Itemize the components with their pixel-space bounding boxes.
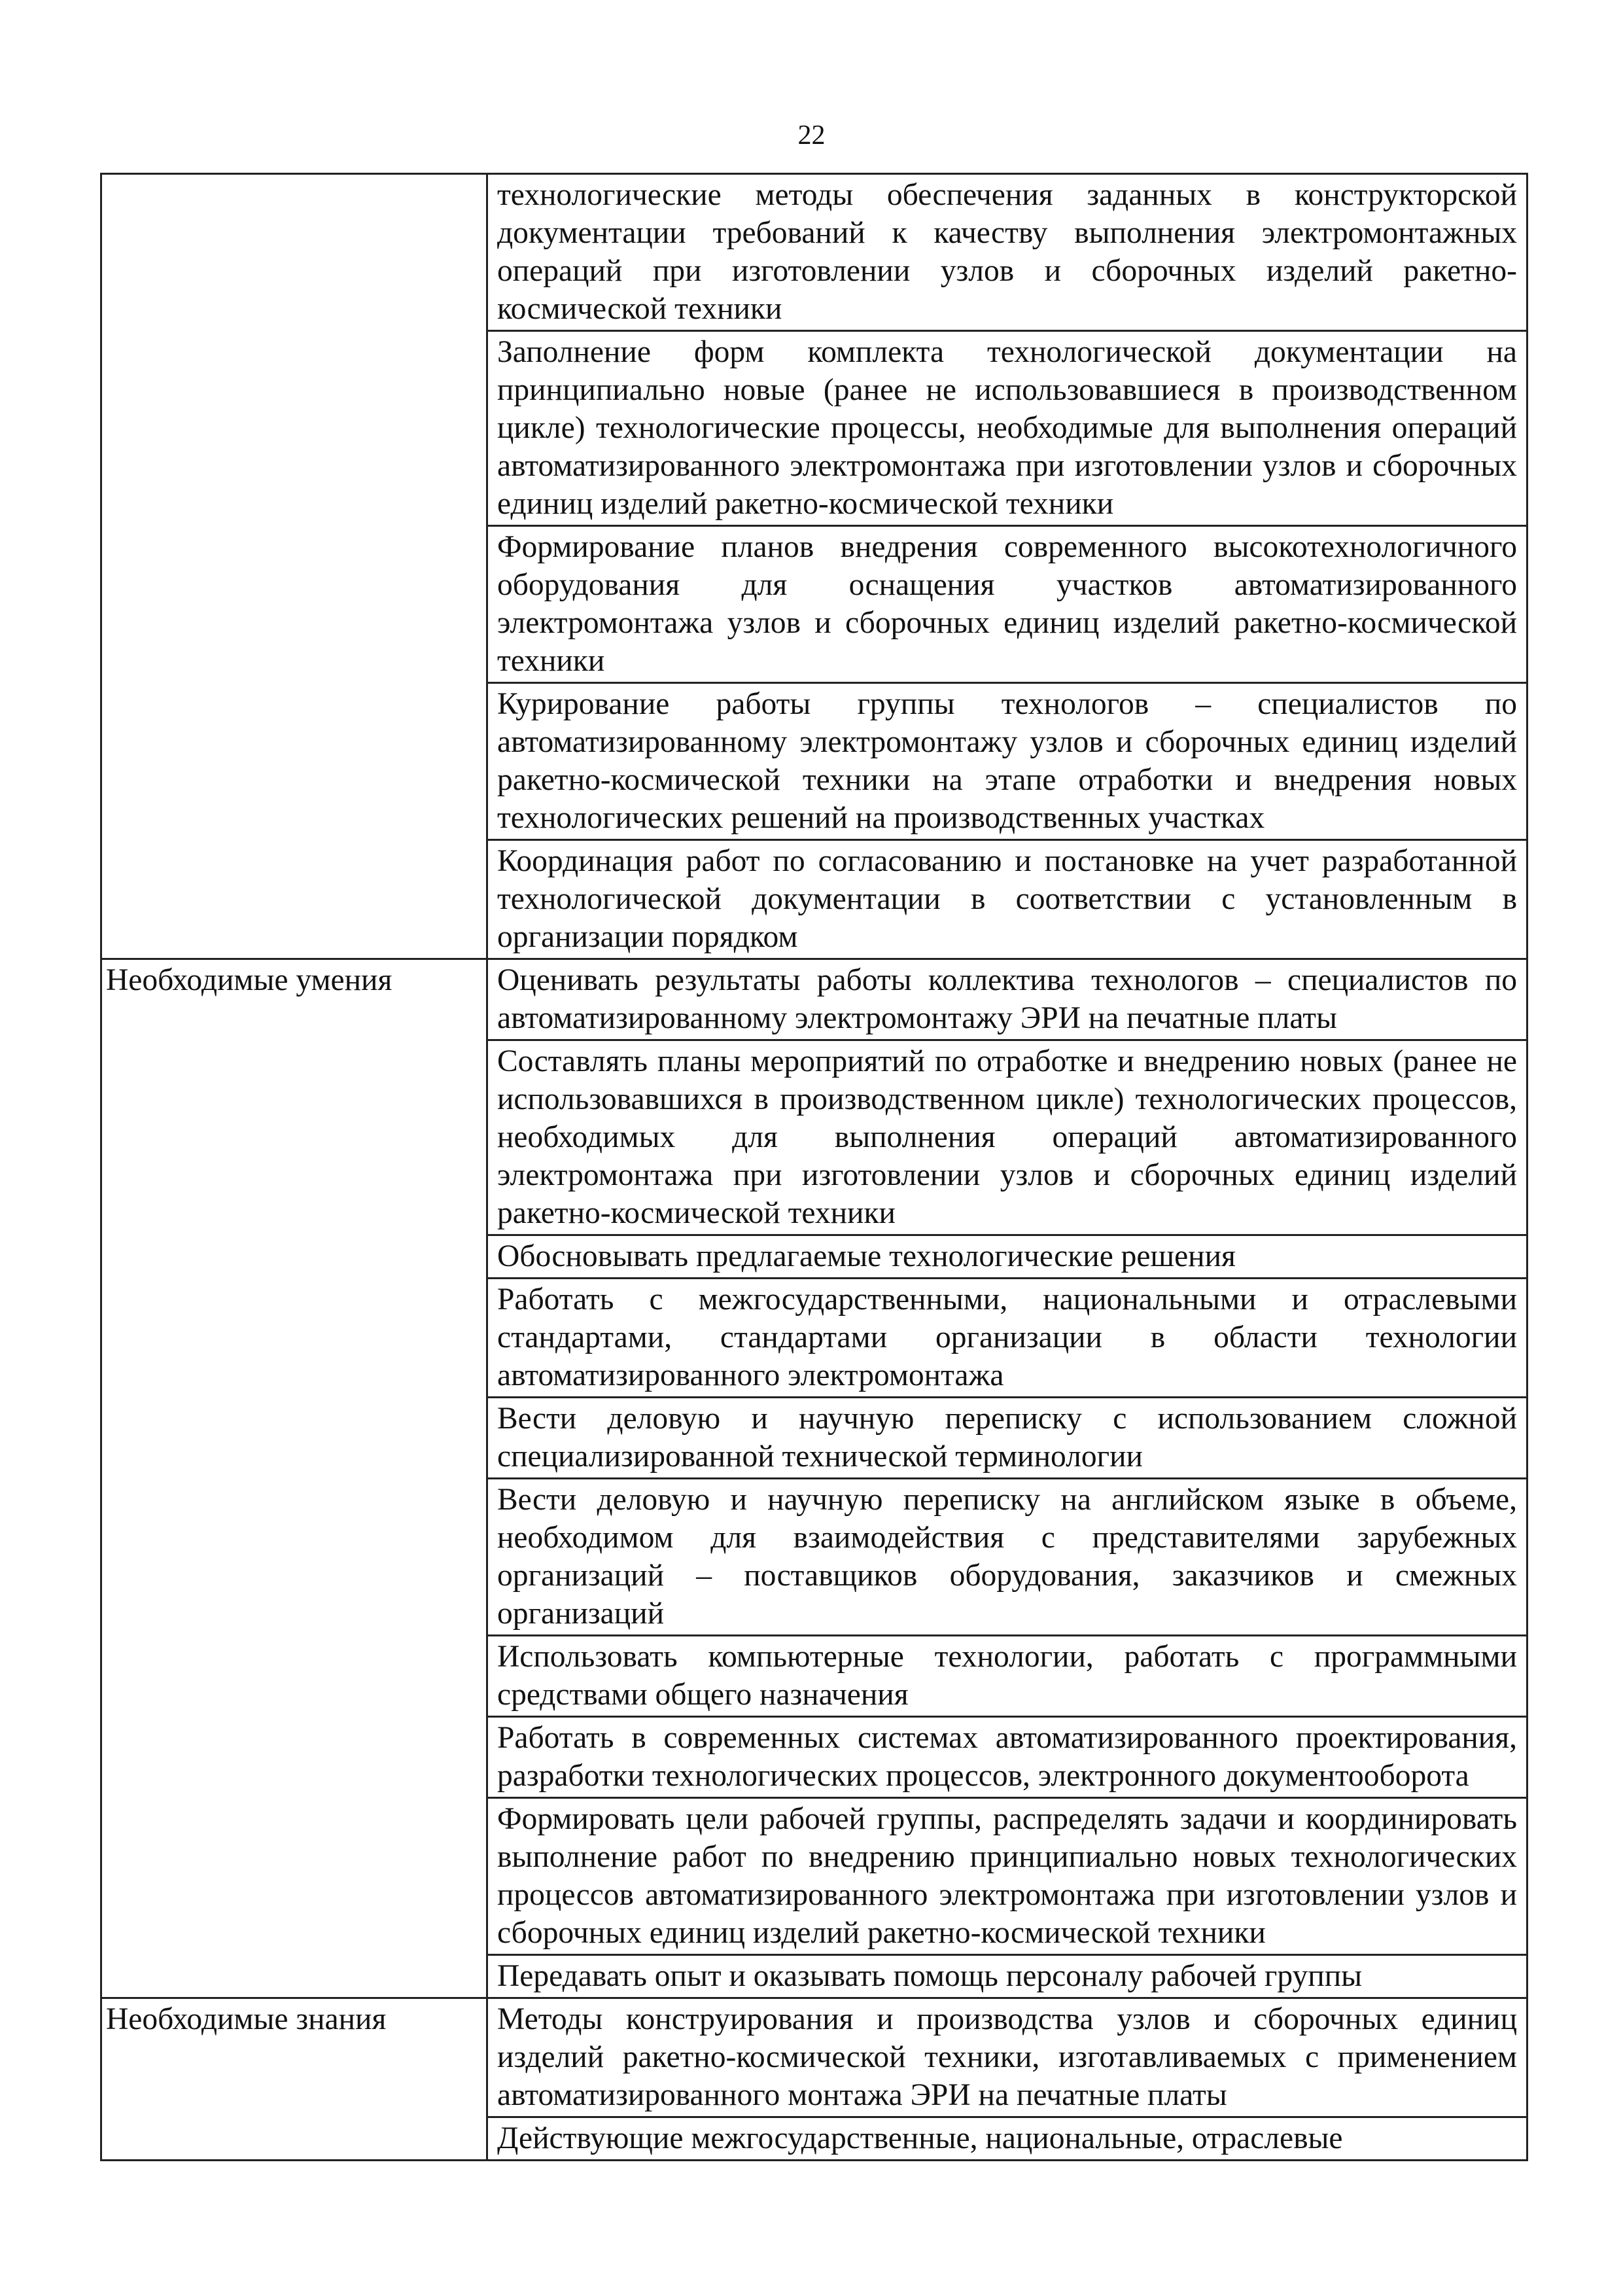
page-number: 22: [797, 120, 826, 150]
competency-table: [100, 173, 1528, 2161]
section-label-knowledge: Необходимые знания: [101, 1998, 487, 2161]
action-item: технологические методы обеспечения заданных в конструкторской документации требований к качеству выполнения электромонтажных операций при изготовлении узлов и сборочных изделий ракетно-космической техники: [487, 174, 1527, 331]
knowledge-item: Действующие межгосударственные, национальные, отраслевые: [487, 2117, 1527, 2161]
table-row: [101, 1998, 1527, 2117]
skill-item: Вести деловую и научную переписку на английском языке в объеме, необходимом для взаимодействия с представителями зарубежных организаций – поставщиков оборудования, заказчиков и смежных организаций: [487, 1479, 1527, 1636]
skill-item: Использовать компьютерные технологии, работать с программными средствами общего назначения: [487, 1636, 1527, 1717]
section-label-skills: Необходимые умения: [101, 959, 487, 1998]
knowledge-item: Методы конструирования и производства узлов и сборочных единиц изделий ракетно-космической техники, изготавливаемых с применением автоматизированного монтажа ЭРИ на печатные платы: [487, 1998, 1527, 2117]
action-item: Курирование работы группы технологов – специалистов по автоматизированному электромонтажу узлов и сборочных единиц изделий ракетно-космической техники на этапе отработки и внедрения новых технологических решений на производственных участках: [487, 683, 1527, 840]
skill-item: Вести деловую и научную переписку с использованием сложной специализированной технической терминологии: [487, 1398, 1527, 1479]
skill-item: Оценивать результаты работы коллектива технологов – специалистов по автоматизированному электромонтажу ЭРИ на печатные платы: [487, 959, 1527, 1040]
skill-item: Работать в современных системах автоматизированного проектирования, разработки технологических процессов, электронного документооборота: [487, 1717, 1527, 1798]
section-label-actions: [101, 174, 487, 959]
action-item: Формирование планов внедрения современного высокотехнологичного оборудования для оснащения участков автоматизированного электромонтажа узлов и сборочных единиц изделий ракетно-космической техники: [487, 526, 1527, 683]
table-row: [101, 174, 1527, 331]
table-row: [101, 959, 1527, 1040]
skill-item: Обосновывать предлагаемые технологические решения: [487, 1235, 1527, 1279]
skill-item: Составлять планы мероприятий по отработке и внедрению новых (ранее не использовавшихся в производственном цикле) технологических процессов, необходимых для выполнения операций автоматизированного электромонтажа при изготовлении узлов и сборочных единиц изделий ракетно-космической техники: [487, 1040, 1527, 1235]
skill-item: Передавать опыт и оказывать помощь персоналу рабочей группы: [487, 1955, 1527, 1998]
action-item: Координация работ по согласованию и постановке на учет разработанной технологической документации в соответствии с установленным в организации порядком: [487, 840, 1527, 959]
action-item: Заполнение форм комплекта технологической документации на принципиально новые (ранее не использовавшиеся в производственном цикле) технологические процессы, необходимые для выполнения операций автоматизированного электромонтажа при изготовлении узлов и сборочных единиц изделий ракетно-космической техники: [487, 331, 1527, 526]
skill-item: Работать с межгосударственными, национальными и отраслевыми стандартами, стандартами организации в области технологии автоматизированного электромонтажа: [487, 1279, 1527, 1398]
skill-item: Формировать цели рабочей группы, распределять задачи и координировать выполнение работ по внедрению принципиально новых технологических процессов автоматизированного электромонтажа при изготовлении узлов и сборочных единиц изделий ракетно-космической техники: [487, 1798, 1527, 1955]
